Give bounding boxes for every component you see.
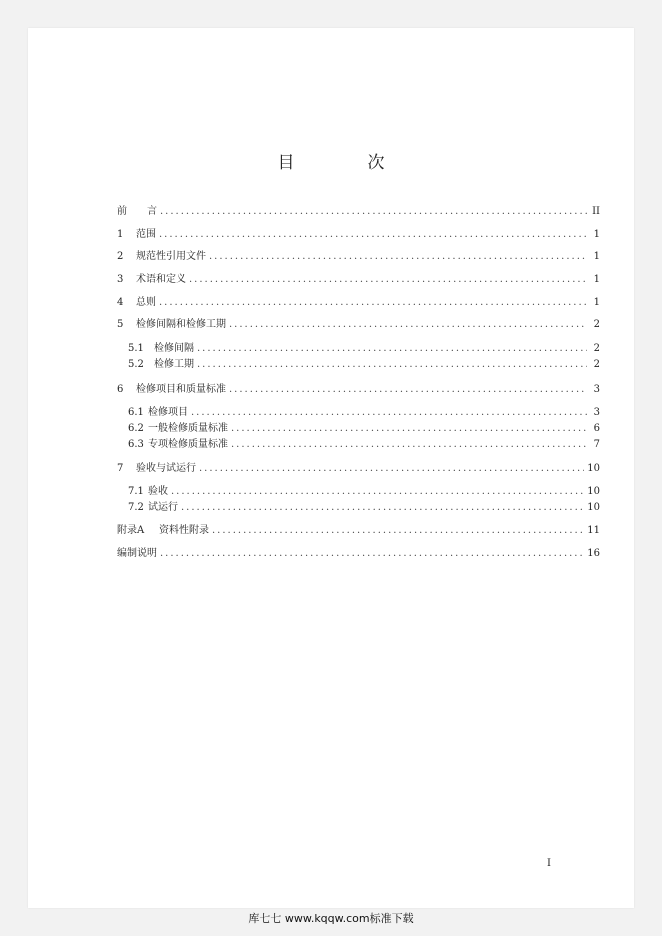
toc-entry-number: 5.2 xyxy=(128,359,144,370)
toc-entry-number: 7.2 xyxy=(128,502,144,513)
page-number: I xyxy=(547,858,551,869)
toc-entry-page: 1 xyxy=(593,229,600,240)
toc-leader-dots xyxy=(231,438,587,451)
toc-leader-dots xyxy=(191,406,587,419)
toc-entry-label: 检修工期 xyxy=(154,359,194,370)
toc-entry-page: 10 xyxy=(587,502,600,513)
toc-entry-7[interactable] xyxy=(117,462,600,475)
toc-entry-label: 前 言 xyxy=(117,206,157,217)
toc-entry-page: 3 xyxy=(593,407,600,418)
toc-entry-page: 1 xyxy=(593,251,600,262)
toc-entry-6-3[interactable] xyxy=(128,438,600,451)
toc-entry-3[interactable] xyxy=(117,273,600,286)
toc-title: 目 次 xyxy=(277,153,413,173)
toc-entry-page: 16 xyxy=(587,548,600,559)
toc-entry-label: 检修项目 xyxy=(148,407,188,418)
toc-entry-label: 范围 xyxy=(136,229,156,240)
toc-entry-page: 1 xyxy=(593,274,600,285)
toc-entry-appendix-a[interactable] xyxy=(117,524,600,537)
watermark-footer: 库七七 www.kqqw.com标准下载 xyxy=(248,912,414,925)
toc-entry-label: 术语和定义 xyxy=(136,274,186,285)
toc-entry-5-1[interactable] xyxy=(128,342,600,355)
toc-entry-label: 资料性附录 xyxy=(159,525,209,536)
toc-entry-label: 专项检修质量标准 xyxy=(148,439,228,450)
toc-leader-dots xyxy=(199,462,584,475)
toc-entry-label: 一般检修质量标准 xyxy=(148,423,228,434)
toc-entry-number: 4 xyxy=(117,297,124,308)
toc-leader-dots xyxy=(197,342,587,355)
toc-entry-4[interactable] xyxy=(117,296,600,309)
toc-leader-dots xyxy=(171,485,584,498)
toc-leader-dots xyxy=(229,383,587,396)
toc-leader-dots xyxy=(160,547,584,560)
toc-entry-label: 总则 xyxy=(136,297,156,308)
toc-entry-number: 6.2 xyxy=(128,423,144,434)
toc-entry-number: 7.1 xyxy=(128,486,144,497)
toc-leader-dots xyxy=(159,296,587,309)
toc-entry-label: 验收与试运行 xyxy=(136,463,196,474)
toc-entry-number: 6.1 xyxy=(128,407,144,418)
toc-entry-label: 检修间隔 xyxy=(154,343,194,354)
toc-entry-page: 7 xyxy=(593,439,600,450)
toc-entry-page: 2 xyxy=(593,343,600,354)
toc-leader-dots xyxy=(231,422,587,435)
toc-entry-foreword[interactable] xyxy=(117,205,600,218)
toc-entry-number: 附录A xyxy=(117,525,145,536)
toc-entry-number: 5.1 xyxy=(128,343,144,354)
toc-entry-2[interactable] xyxy=(117,250,600,263)
toc-entry-6-2[interactable] xyxy=(128,422,600,435)
toc-entry-label: 规范性引用文件 xyxy=(136,251,206,262)
toc-leader-dots xyxy=(212,524,584,537)
toc-entry-number: 1 xyxy=(117,229,124,240)
toc-leader-dots xyxy=(197,358,587,371)
toc-entry-number: 2 xyxy=(117,251,124,262)
toc-entry-7-2[interactable] xyxy=(128,501,600,514)
toc-leader-dots xyxy=(229,318,587,331)
toc-leader-dots xyxy=(189,273,587,286)
toc-entry-number: 7 xyxy=(117,463,124,474)
toc-entry-number: 5 xyxy=(117,319,124,330)
toc-leader-dots xyxy=(209,250,587,263)
toc-entry-page: 11 xyxy=(587,525,600,536)
toc-entry-number: 6.3 xyxy=(128,439,144,450)
document-page xyxy=(28,28,634,908)
toc-entry-page: 10 xyxy=(587,463,600,474)
toc-entry-page: 3 xyxy=(593,384,600,395)
toc-entry-explanation[interactable] xyxy=(117,547,600,560)
toc-entry-number: 3 xyxy=(117,274,124,285)
toc-entry-label: 试运行 xyxy=(148,502,178,513)
toc-entry-page: II xyxy=(592,206,600,217)
toc-entry-label: 验收 xyxy=(148,486,168,497)
toc-entry-page: 6 xyxy=(593,423,600,434)
toc-leader-dots xyxy=(160,205,587,218)
toc-leader-dots xyxy=(159,228,587,241)
toc-entry-6-1[interactable] xyxy=(128,406,600,419)
toc-entry-1[interactable] xyxy=(117,228,600,241)
toc-entry-page: 2 xyxy=(593,319,600,330)
toc-entry-7-1[interactable] xyxy=(128,485,600,498)
toc-entry-label: 编制说明 xyxy=(117,548,157,559)
toc-entry-page: 1 xyxy=(593,297,600,308)
toc-entry-5-2[interactable] xyxy=(128,358,600,371)
toc-entry-6[interactable] xyxy=(117,383,600,396)
toc-entry-label: 检修间隔和检修工期 xyxy=(136,319,226,330)
toc-entry-label: 检修项目和质量标准 xyxy=(136,384,226,395)
toc-entry-number: 6 xyxy=(117,384,124,395)
toc-entry-5[interactable] xyxy=(117,318,600,331)
toc-entry-page: 2 xyxy=(593,359,600,370)
toc-entry-page: 10 xyxy=(587,486,600,497)
toc-leader-dots xyxy=(181,501,584,514)
